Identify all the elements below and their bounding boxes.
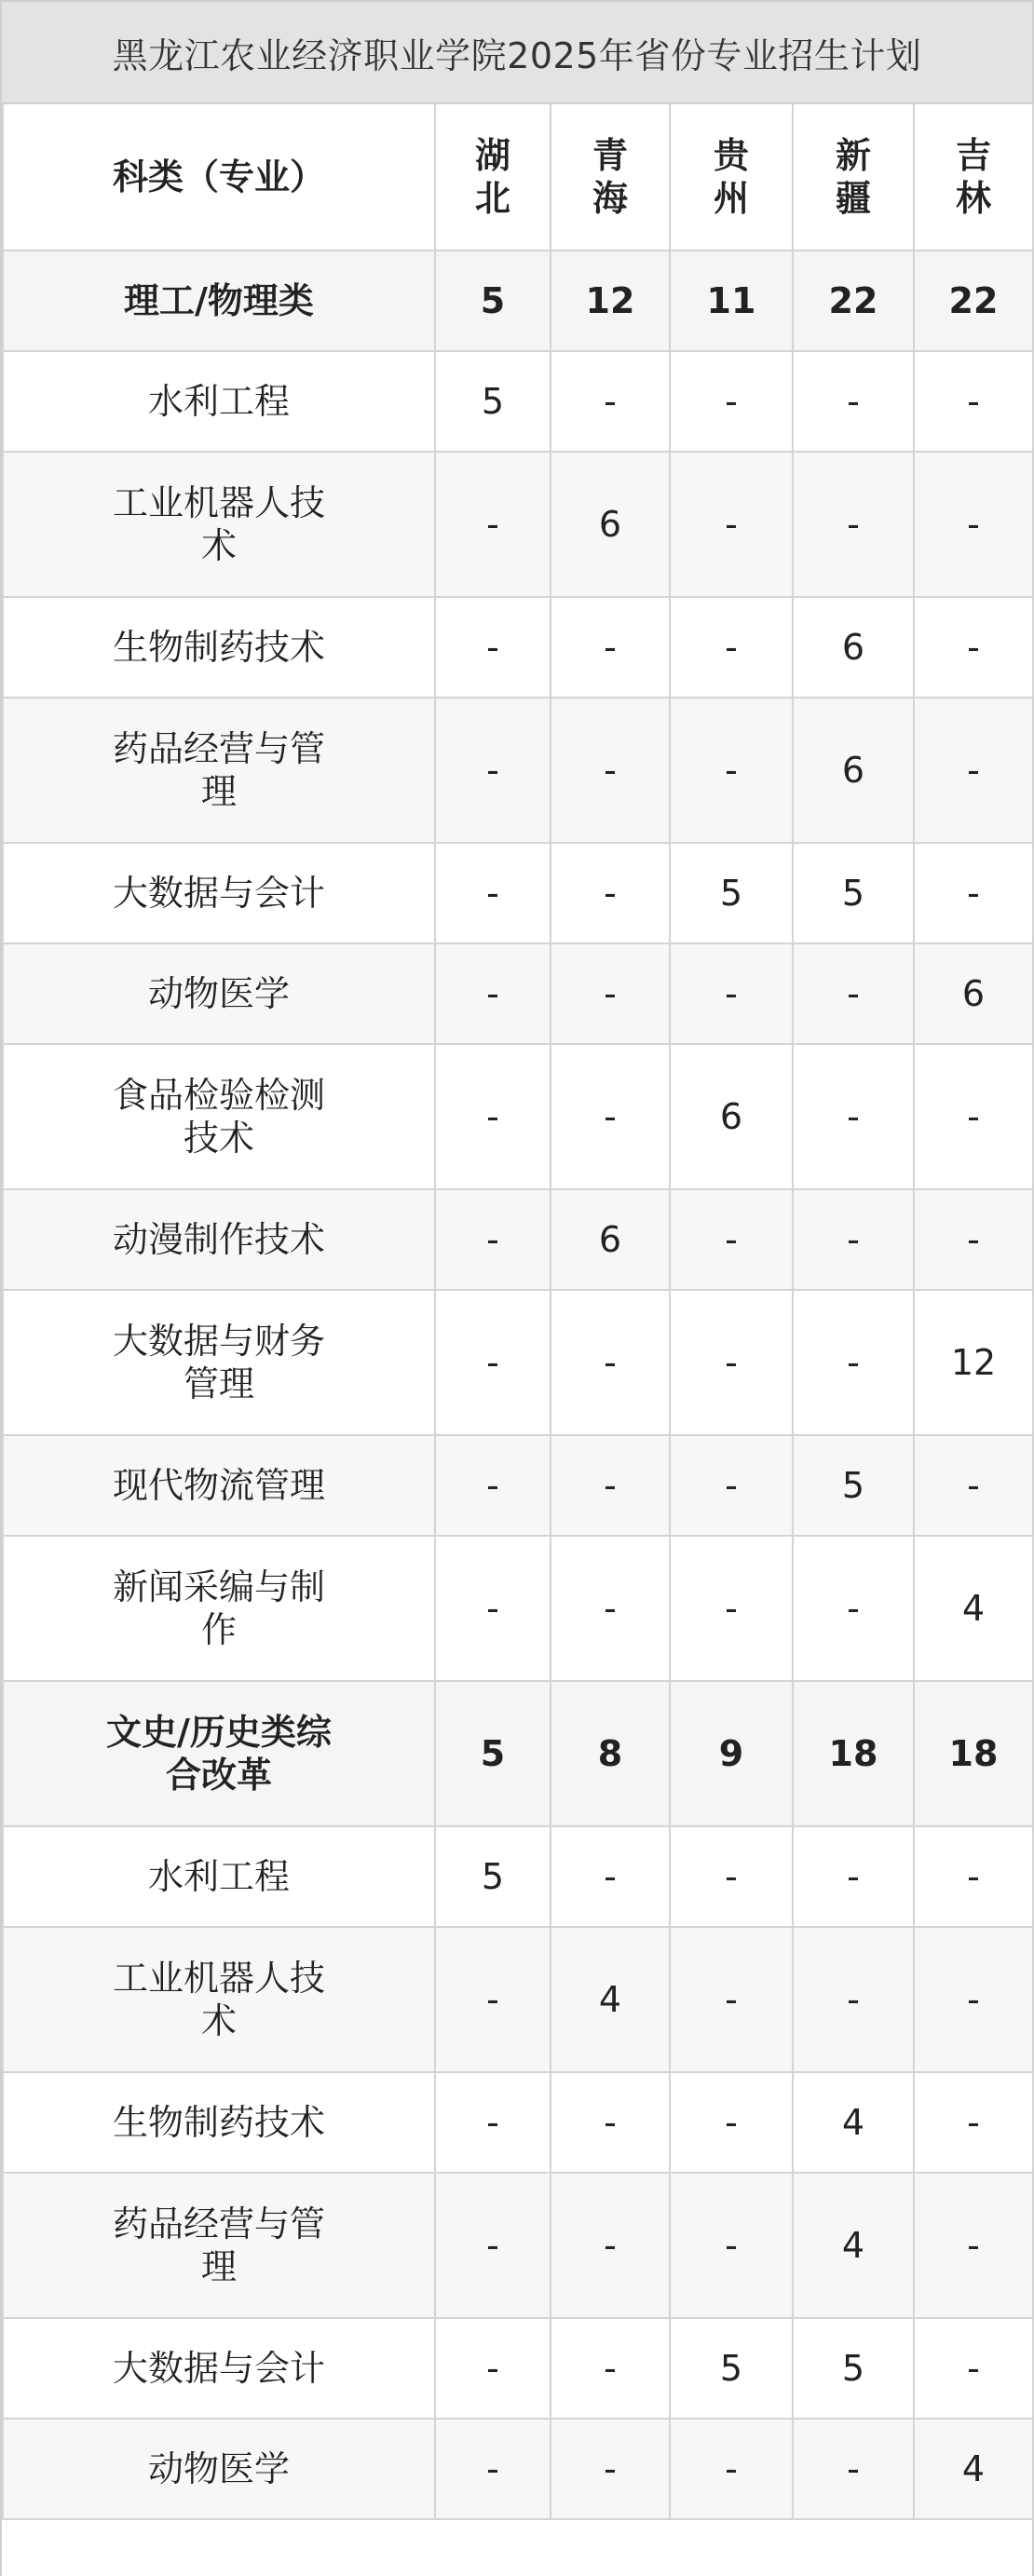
plan-count-cell: - [551, 2173, 670, 2318]
plan-count-cell: - [435, 1536, 551, 1681]
plan-count-cell: 6 [670, 1044, 793, 1189]
plan-count-cell: - [793, 943, 914, 1044]
plan-count-cell: 6 [551, 1189, 670, 1290]
plan-count-cell: 12 [914, 1290, 1033, 1435]
plan-count-cell: 5 [670, 843, 793, 943]
plan-count-cell: - [670, 1189, 793, 1290]
plan-count-cell: - [435, 2419, 551, 2519]
plan-count-cell: - [435, 1044, 551, 1189]
major-name: 新闻采编与制作 [3, 1536, 435, 1681]
table-row [3, 2318, 1033, 2419]
page-title: 黑龙江农业经济职业学院2025年省份专业招生计划 [2, 0, 1032, 104]
plan-count-cell: - [670, 2173, 793, 2318]
plan-count-cell: - [551, 943, 670, 1044]
plan-count-cell: 5 [435, 351, 551, 452]
plan-count-cell: 5 [793, 843, 914, 943]
plan-count-cell: - [793, 452, 914, 597]
plan-count-cell: 5 [435, 1681, 551, 1826]
plan-count-cell: - [793, 2419, 914, 2519]
plan-count-cell: - [551, 1826, 670, 1927]
major-name: 水利工程 [3, 1826, 435, 1927]
header-province-qinghai: 青海 [551, 104, 670, 251]
plan-count-cell: - [793, 1826, 914, 1927]
table-body [3, 251, 1033, 2519]
plan-count-cell: - [670, 351, 793, 452]
plan-count-cell: - [435, 1189, 551, 1290]
plan-count-cell: - [670, 943, 793, 1044]
plan-count-cell: 5 [793, 1435, 914, 1536]
table-row [3, 843, 1033, 943]
table-row [3, 1435, 1033, 1536]
table-row [3, 2173, 1033, 2318]
table-row [3, 1826, 1033, 1927]
plan-count-cell: 9 [670, 1681, 793, 1826]
plan-count-cell: - [914, 452, 1033, 597]
plan-count-cell: - [551, 2318, 670, 2419]
plan-count-cell: - [914, 843, 1033, 943]
plan-count-cell: 6 [793, 597, 914, 698]
plan-count-cell: - [914, 1435, 1033, 1536]
plan-count-cell: - [551, 843, 670, 943]
plan-count-cell: - [670, 1927, 793, 2072]
table-row [3, 1536, 1033, 1681]
major-name: 工业机器人技术 [3, 452, 435, 597]
plan-count-cell: 12 [551, 251, 670, 351]
header-province-jilin: 吉林 [914, 104, 1033, 251]
plan-count-cell: - [914, 351, 1033, 452]
table-row [3, 597, 1033, 698]
plan-count-cell: - [670, 1435, 793, 1536]
major-name: 大数据与会计 [3, 843, 435, 943]
table-row [3, 452, 1033, 597]
plan-count-cell: 4 [793, 2173, 914, 2318]
plan-count-cell: - [670, 452, 793, 597]
plan-count-cell: 22 [793, 251, 914, 351]
table-row [3, 943, 1033, 1044]
plan-count-cell: - [670, 2419, 793, 2519]
plan-count-cell: - [914, 1189, 1033, 1290]
major-name: 大数据与会计 [3, 2318, 435, 2419]
plan-count-cell: 5 [670, 2318, 793, 2419]
plan-count-cell: 6 [793, 698, 914, 843]
table-row [3, 1044, 1033, 1189]
plan-count-cell: 22 [914, 251, 1033, 351]
plan-count-cell: - [670, 1536, 793, 1681]
header-province-guizhou: 贵州 [670, 104, 793, 251]
plan-count-cell: 5 [793, 2318, 914, 2419]
plan-count-cell: - [670, 1290, 793, 1435]
plan-count-cell: - [914, 2173, 1033, 2318]
table-row [3, 2072, 1033, 2173]
plan-count-cell: - [551, 597, 670, 698]
plan-count-cell: - [670, 597, 793, 698]
plan-count-cell: 4 [914, 1536, 1033, 1681]
plan-count-cell: - [435, 698, 551, 843]
plan-count-cell: - [914, 1044, 1033, 1189]
enrollment-plan-table [2, 104, 1034, 2520]
plan-count-cell: - [793, 1290, 914, 1435]
table-row [3, 1927, 1033, 2072]
plan-count-cell: - [551, 1044, 670, 1189]
table-header-row [3, 104, 1033, 251]
major-name: 药品经营与管理 [3, 2173, 435, 2318]
plan-count-cell: 4 [793, 2072, 914, 2173]
category-name: 理工/物理类 [3, 251, 435, 351]
major-name: 水利工程 [3, 351, 435, 452]
major-name: 药品经营与管理 [3, 698, 435, 843]
plan-count-cell: - [435, 843, 551, 943]
major-name: 动漫制作技术 [3, 1189, 435, 1290]
header-category: 科类（专业） [3, 104, 435, 251]
plan-count-cell: - [914, 1826, 1033, 1927]
major-name: 大数据与财务管理 [3, 1290, 435, 1435]
plan-count-cell: - [435, 2173, 551, 2318]
plan-count-cell: - [435, 597, 551, 698]
plan-count-cell: - [551, 2419, 670, 2519]
plan-count-cell: 18 [793, 1681, 914, 1826]
category-row [3, 251, 1033, 351]
header-province-xinjiang: 新疆 [793, 104, 914, 251]
plan-count-cell: 8 [551, 1681, 670, 1826]
plan-count-cell: 11 [670, 251, 793, 351]
plan-count-cell: - [793, 1927, 914, 2072]
plan-count-cell: - [793, 1189, 914, 1290]
plan-count-cell: - [670, 698, 793, 843]
plan-count-cell: - [551, 351, 670, 452]
plan-count-cell: - [435, 1927, 551, 2072]
plan-count-cell: - [914, 1927, 1033, 2072]
major-name: 生物制药技术 [3, 597, 435, 698]
table-row [3, 698, 1033, 843]
plan-count-cell: - [670, 2072, 793, 2173]
plan-count-cell: 5 [435, 1826, 551, 1927]
plan-count-cell: 5 [435, 251, 551, 351]
major-name: 工业机器人技术 [3, 1927, 435, 2072]
category-row [3, 1681, 1033, 1826]
plan-count-cell: - [551, 1290, 670, 1435]
major-name: 动物医学 [3, 943, 435, 1044]
plan-count-cell: - [670, 1826, 793, 1927]
plan-count-cell: - [793, 1044, 914, 1189]
plan-count-cell: - [914, 597, 1033, 698]
plan-count-cell: - [435, 1435, 551, 1536]
plan-count-cell: 18 [914, 1681, 1033, 1826]
plan-count-cell: - [551, 698, 670, 843]
plan-count-cell: - [793, 1536, 914, 1681]
plan-count-cell: - [435, 943, 551, 1044]
plan-count-cell: - [793, 351, 914, 452]
table-row [3, 1189, 1033, 1290]
plan-count-cell: 4 [551, 1927, 670, 2072]
table-row [3, 1290, 1033, 1435]
plan-count-cell: - [435, 1290, 551, 1435]
header-province-hubei: 湖北 [435, 104, 551, 251]
plan-count-cell: 6 [914, 943, 1033, 1044]
plan-count-cell: - [435, 2318, 551, 2419]
plan-count-cell: - [914, 2318, 1033, 2419]
plan-count-cell: - [551, 2072, 670, 2173]
plan-count-cell: - [551, 1536, 670, 1681]
plan-count-cell: - [914, 2072, 1033, 2173]
table-row [3, 2419, 1033, 2519]
category-name: 文史/历史类综合改革 [3, 1681, 435, 1826]
plan-count-cell: 6 [551, 452, 670, 597]
major-name: 动物医学 [3, 2419, 435, 2519]
major-name: 生物制药技术 [3, 2072, 435, 2173]
major-name: 现代物流管理 [3, 1435, 435, 1536]
plan-count-cell: 4 [914, 2419, 1033, 2519]
plan-count-cell: - [435, 2072, 551, 2173]
major-name: 食品检验检测技术 [3, 1044, 435, 1189]
plan-count-cell: - [435, 452, 551, 597]
table-row [3, 351, 1033, 452]
plan-count-cell: - [914, 698, 1033, 843]
plan-count-cell: - [551, 1435, 670, 1536]
